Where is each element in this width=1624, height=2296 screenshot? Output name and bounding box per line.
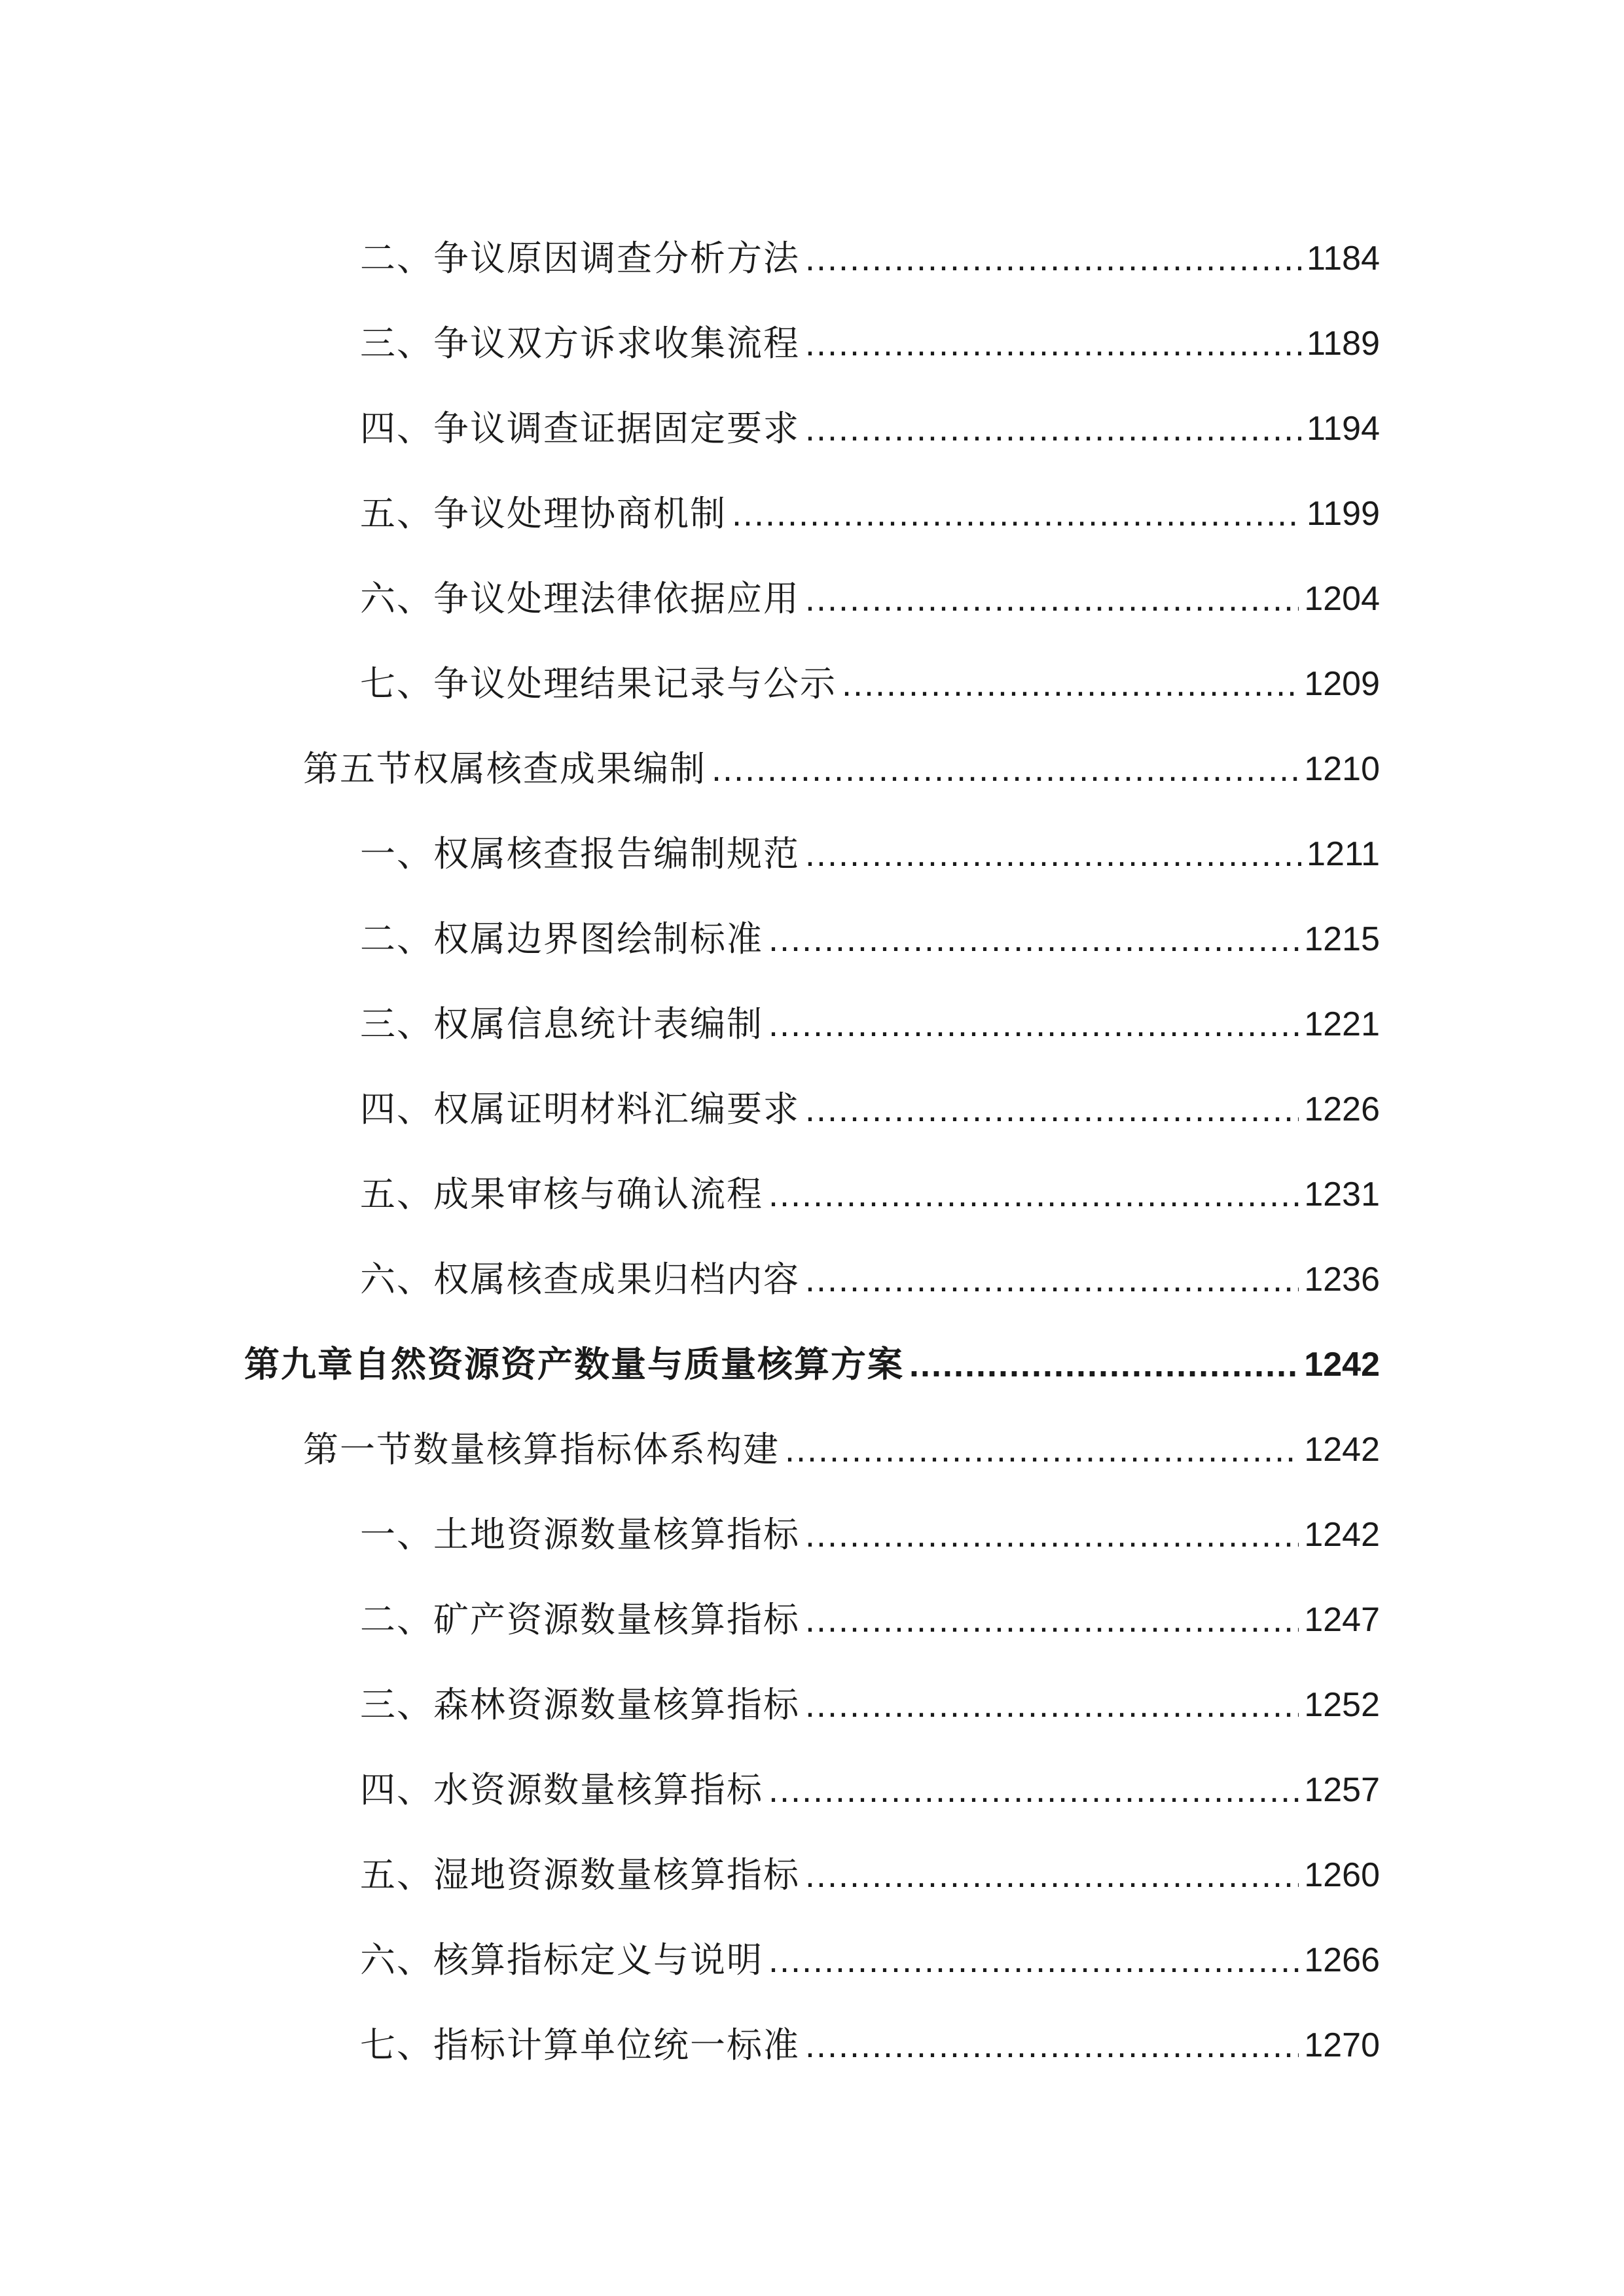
toc-dot-leader — [805, 1517, 1299, 1552]
toc-dot-leader — [805, 1092, 1299, 1127]
toc-entry[interactable] — [0, 1237, 1624, 1322]
toc-page-number: 1210 — [1304, 750, 1380, 788]
toc-dot-leader — [805, 241, 1301, 276]
toc-page-number: 1189 — [1307, 325, 1380, 363]
toc-entry-title: 第一节数量核算指标体系构建 — [303, 1429, 780, 1470]
toc-page-number: 1257 — [1304, 1771, 1380, 1809]
toc-entry-title: 六、权属核查成果归档内容 — [360, 1259, 800, 1300]
toc-entry[interactable] — [0, 1662, 1624, 1748]
toc-dot-leader — [805, 1602, 1299, 1638]
toc-dot-leader — [805, 581, 1299, 617]
toc-entry-title: 四、权属证明材料汇编要求 — [360, 1088, 800, 1130]
toc-entry[interactable] — [0, 812, 1624, 897]
toc-page-number: 1221 — [1304, 1005, 1380, 1043]
toc-entry-title: 三、权属信息统计表编制 — [360, 1003, 763, 1045]
toc-entry-title: 一、土地资源数量核算指标 — [360, 1514, 800, 1555]
toc-dot-leader — [909, 1347, 1299, 1382]
toc-entry-title: 四、争议调查证据固定要求 — [360, 408, 800, 449]
toc-section-entry[interactable] — [0, 726, 1624, 812]
toc-dot-leader — [805, 1687, 1299, 1723]
toc-entry[interactable] — [0, 301, 1624, 386]
toc-entry-title: 七、争议处理结果记录与公示 — [360, 663, 837, 704]
toc-entry[interactable] — [0, 897, 1624, 982]
toc-page-number: 1211 — [1307, 835, 1380, 873]
toc-page-number: 1260 — [1304, 1856, 1380, 1894]
toc-dot-leader — [805, 1262, 1299, 1297]
toc-entry-title: 七、指标计算单位统一标准 — [360, 2024, 800, 2066]
toc-entry-title: 二、争议原因调查分析方法 — [360, 238, 800, 279]
toc-entry[interactable] — [0, 471, 1624, 556]
toc-entry[interactable] — [0, 1067, 1624, 1152]
toc-entry[interactable] — [0, 1152, 1624, 1237]
toc-entry[interactable] — [0, 982, 1624, 1067]
toc-page-number: 1231 — [1304, 1175, 1380, 1213]
toc-entry[interactable] — [0, 1748, 1624, 1833]
toc-page-number: 1215 — [1304, 920, 1380, 958]
toc-dot-leader — [732, 496, 1301, 531]
toc-entry[interactable] — [0, 556, 1624, 641]
toc-page-number: 1184 — [1307, 240, 1380, 278]
toc-page-number: 1242 — [1304, 1346, 1380, 1384]
toc-dot-leader — [785, 1432, 1299, 1467]
toc-dot-leader — [805, 411, 1301, 446]
toc-dot-leader — [805, 1857, 1299, 1893]
toc-entry-title: 五、争议处理协商机制 — [360, 493, 727, 534]
toc-entry-title: 一、权属核查报告编制规范 — [360, 833, 800, 874]
toc-page-number: 1252 — [1304, 1686, 1380, 1724]
toc-entry-title: 六、争议处理法律依据应用 — [360, 578, 800, 619]
toc-page-number: 1266 — [1304, 1941, 1380, 1979]
toc-dot-leader — [768, 1772, 1299, 1808]
toc-section-entry[interactable] — [0, 1407, 1624, 1492]
toc-dot-leader — [712, 751, 1299, 787]
toc-entry-title: 五、湿地资源数量核算指标 — [360, 1854, 800, 1895]
toc-chapter-entry[interactable] — [0, 1322, 1624, 1407]
toc-entry-title: 三、森林资源数量核算指标 — [360, 1684, 800, 1725]
toc-page-number: 1242 — [1304, 1516, 1380, 1554]
toc-entry-title: 第九章自然资源资产数量与质量核算方案 — [244, 1344, 904, 1385]
toc-dot-leader — [768, 1943, 1299, 1978]
toc-entry[interactable] — [0, 1918, 1624, 2003]
toc-entry-title: 第五节权属核查成果编制 — [303, 748, 706, 789]
toc-entry[interactable] — [0, 2003, 1624, 2088]
toc-page-number: 1270 — [1304, 2026, 1380, 2064]
toc-dot-leader — [768, 1007, 1299, 1042]
toc-entry-title: 四、水资源数量核算指标 — [360, 1769, 763, 1810]
toc-page-number: 1242 — [1304, 1431, 1380, 1469]
toc-entry[interactable] — [0, 1492, 1624, 1577]
toc-dot-leader — [805, 326, 1301, 361]
toc-entry-title: 二、权属边界图绘制标准 — [360, 918, 763, 960]
toc-entry[interactable] — [0, 641, 1624, 726]
toc-entry-title: 三、争议双方诉求收集流程 — [360, 323, 800, 364]
toc-page-number: 1204 — [1304, 580, 1380, 618]
toc-dot-leader — [805, 2028, 1299, 2063]
toc-entry[interactable] — [0, 216, 1624, 301]
toc-entry[interactable] — [0, 386, 1624, 471]
toc-dot-leader — [768, 1177, 1299, 1212]
toc-dot-leader — [842, 666, 1299, 702]
toc-entry[interactable] — [0, 1577, 1624, 1662]
toc-page-number: 1236 — [1304, 1261, 1380, 1299]
toc-page-number: 1209 — [1304, 665, 1380, 703]
toc-page-number: 1199 — [1307, 495, 1380, 533]
toc-entry[interactable] — [0, 1833, 1624, 1918]
toc-entry-title: 二、矿产资源数量核算指标 — [360, 1599, 800, 1640]
toc-page-number: 1247 — [1304, 1601, 1380, 1639]
toc-entry-title: 五、成果审核与确认流程 — [360, 1174, 763, 1215]
toc-dot-leader — [805, 836, 1301, 872]
toc-page-number: 1194 — [1307, 410, 1380, 448]
toc-dot-leader — [768, 922, 1299, 957]
toc-page-number: 1226 — [1304, 1090, 1380, 1128]
toc-entry-title: 六、核算指标定义与说明 — [360, 1939, 763, 1981]
table-of-contents — [0, 216, 1624, 2088]
